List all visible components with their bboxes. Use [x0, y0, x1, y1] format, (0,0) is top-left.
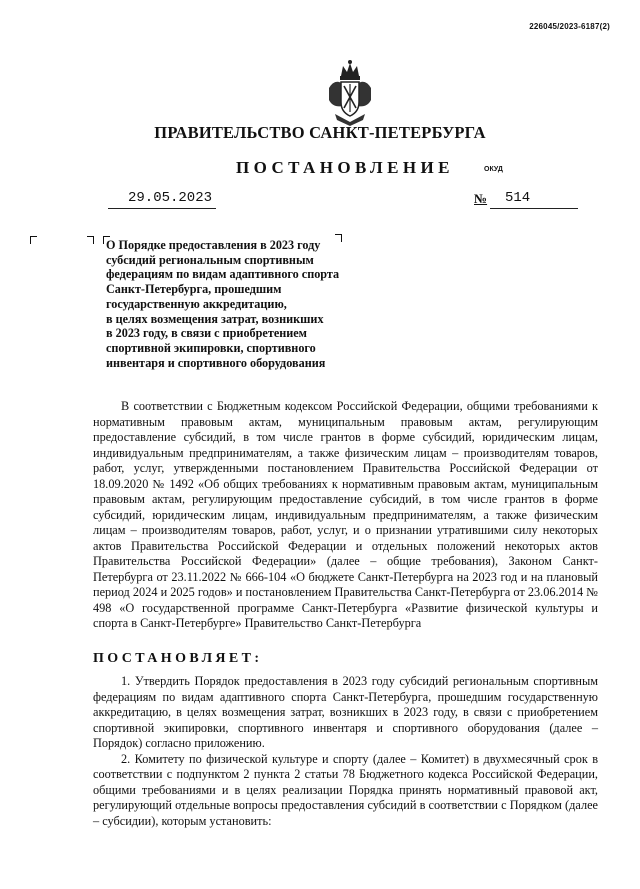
subject-line: субсидий региональным спортивным — [106, 252, 314, 267]
date-underline — [108, 208, 216, 209]
preamble — [93, 399, 598, 632]
decree-item: 2. Комитету по физической культуре и спорту (далее – Комитет) в двухмесячный срок в соответствии с подпунктом 2 пункта 2 статьи 78 Бюджетного кодекса Российской Федерации, общими требованиями и в целях реализации Порядка принять нормативный правовой акт, регулирующий отдельные вопросы предоставления субсидий в соответствии с Порядком (далее – субсидии), которым установить: — [93, 751, 598, 828]
decree-subject — [106, 238, 346, 370]
bracket-mark — [30, 236, 37, 244]
subject-line: инвентаря и спортивного оборудования — [106, 355, 326, 370]
number-sign: № — [474, 191, 488, 206]
bracket-mark — [87, 236, 94, 244]
decree-items — [93, 674, 598, 829]
subject-line: федерациям по видам адаптивного спорта — [106, 267, 340, 282]
subject-line: Санкт-Петербурга, прошедшим — [106, 282, 282, 297]
preamble-paragraph: В соответствии с Бюджетным кодексом Российской Федерации, общими требованиями к нормативным правовым актам, муниципальным правовым актам, регулирующим предоставление субсидий, в том числе грантов в форме субсидий, юридическим лицам, индивидуальным предпринимателям, а также физическим лицам – производителям товаров, работ, услуг, утвержденными постановлением Правительства Российской Федерации от 18.09.2020 № 1492 «Об общих требованиях к нормативным правовым актам, муниципальным правовым актам, регулирующим предоставление субсидий, в том числе грантов в форме субсидий, юридическим лицам, индивидуальным предпринимателям, а также физическим лицам – производителям товаров, работ, услуг, и о признании утратившими силу некоторых актов Правительства Российской Федерации и отдельных положений некоторых актов Правительства Российской Федерации» (далее – общие требования), Законом Санкт-Петербурга от 23.11.2022 № 666-104 «О бюджете Санкт-Петербурга на 2023 год и на плановый период 2024 и 2025 годов» и постановлением Правительства Санкт-Петербурга от 23.06.2014 № 498 «О государственной программе Санкт-Петербурга «Развитие физической культуры и спорта в Санкт-Петербурге» Правительство Санкт-Петербурга — [93, 399, 598, 630]
number-underline — [490, 208, 578, 209]
document-number: 226045/2023-6187(2) — [529, 22, 610, 31]
government-title: ПРАВИТЕЛЬСТВО САНКТ-ПЕТЕРБУРГА — [154, 123, 486, 142]
subject-line: в целях возмещения затрат, возникших — [106, 311, 324, 326]
decree-item: 1. Утвердить Порядок предоставления в 2023 году субсидий региональным спортивным федерациям по видам адаптивного спорта Санкт-Петербурга, прошедшим государственную аккредитацию, в целях возмещения затрат, возникших в 2023 году, в связи с приобретением спортивной экипировки, спортивного инвентаря и спортивного оборудования (далее – Порядок) согласно приложению. — [93, 674, 598, 750]
subject-line: в 2023 году, в связи с приобретением — [106, 326, 307, 341]
decree-title: ПОСТАНОВЛЕНИЕ — [236, 158, 454, 177]
decree-number: 514 — [505, 190, 531, 206]
subject-line: О Порядке предоставления в 2023 году — [106, 238, 321, 252]
subject-line: спортивной экипировки, спортивного — [106, 340, 316, 355]
coat-of-arms-icon — [325, 58, 375, 128]
okud-label: ОКУД — [484, 166, 503, 173]
resolves-heading: ПОСТАНОВЛЯЕТ: — [93, 651, 263, 666]
subject-line: государственную аккредитацию, — [106, 296, 287, 311]
decree-date: 29.05.2023 — [128, 190, 213, 206]
